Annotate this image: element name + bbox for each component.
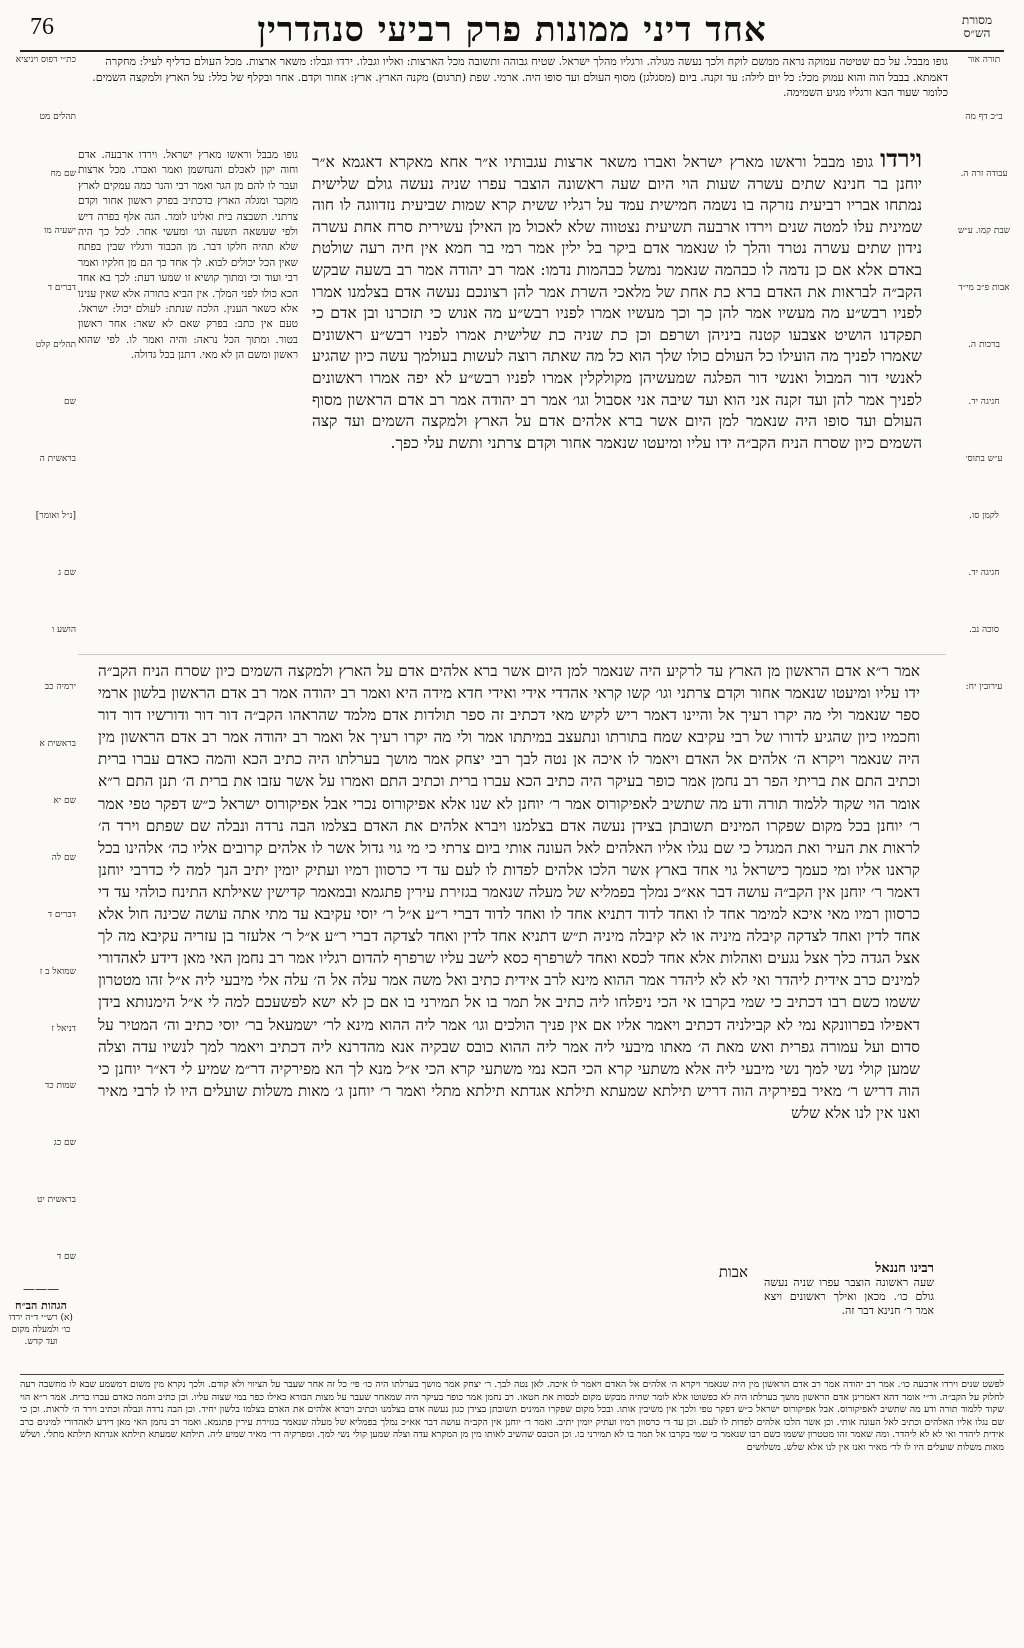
ornament-divider: ——— [23, 1282, 59, 1296]
margin-ref: סוכה נב. [969, 625, 999, 635]
margin-ref: חגיגה יד. [968, 397, 1000, 407]
margin-ref: ברכות ה. [968, 340, 1000, 350]
margin-ref: דברים ד [47, 283, 76, 293]
margin-ref: שבת קמו. ע״ש [957, 226, 1011, 236]
margin-ref: שם לה [51, 853, 76, 863]
haggahot-label: הגהות הב״ח [15, 1299, 67, 1312]
margin-ref: שם ד [56, 1252, 76, 1262]
margin-ref: שם ג [58, 568, 76, 578]
margin-ref: שם כג [53, 1138, 76, 1148]
margin-ref: ישעיה מו [44, 226, 76, 236]
page-number: 76 [30, 14, 54, 40]
margin-ref: [נ״ל ואומר] [35, 511, 76, 521]
margin-ref: שמואל ב ז [39, 967, 76, 977]
haggahot-habach [6, 1300, 76, 1348]
margin-ref: בראשית ה [39, 454, 76, 464]
talmud-text-top-body: גופו מבבל וראשו מארץ ישראל ואברו משאר ארצות עגבותיו א״ר אחא מאקרא דאגמא א״ר יוחנן בר חנינא שתים עשרה שעות הוי היום שעה ראשונה הוצבר עפרו שניה נעשה גולם שלישית נמתחו אבריו רביעית נזרקה בו נשמה חמישית עמד על רגליו ששית קרא שמות שביעית נזדווגה לו חוה שמינית עלו למטה שנים וירדו ארבעה תשיעית נצטווה שלא לאכול מן האילן עשירית סרח אחת עשרה נידון שתים עשרה נטרד והלך לו שנאמר אדם ביקר בל ילין אמר רמי בר חמא אין חיה רעה שולטת באדם אלא אם כן נדמה לו כבהמה שנאמר נמשל כבהמות נדמו: אמר רב יהודה אמר רב בשעה שבקש הקב״ה לבראות את האדם ברא כת אחת של מלאכי השרת אמר להן רצונכם נעשה אדם בצלמנו אמרו לפניו רבש״ע מה מעשיו אמר להן כך וכך מעשיו אמרו לפניו רבש״ע מה אנוש כי תזכרנו ובן אדם כי תפקדנו הושיט אצבעו קטנה ביניהן ושרפם וכן כת שניה כת שלישית אמרו לפניו רבש״ע ראשונים שאמרו לפניך מה הועילו כל העולם כולו שלך הוא כל מה שאתה רוצה לעשות בעולמך עשה כיון שהגיע לאנשי דור המבול ואנשי דור הפלגה שמעשיהן מקולקלין אמרו לפניו רבש״ע לא יפה אמרו ראשונים לפניך אמר להן ועד זקנה אני הוא ועד שיבה אני אסבול וגו׳ אמר רב יהודה אמר רב אדם הראשון מסוף העולם ועד סופו היה שנאמר למן היום אשר ברא אלהים אדם על הארץ ולמקצה השמים ועד קצה השמים כיון שסרח הניח הקב״ה ידו עליו ומיעטו שנאמר אחור וקדם צרתני ותשת עלי כפך. [312, 153, 922, 452]
margin-ref: בראשית א [39, 739, 76, 749]
section-divider [78, 654, 946, 655]
masoret-hashas-label: מסורת הש״ס [961, 13, 993, 41]
margin-ref: דברים ד [47, 910, 76, 920]
margin-ref: בראשית יט [36, 1195, 76, 1205]
margin-ref: הושע ו [51, 625, 76, 635]
margin-ref: חגיגה יד. [968, 568, 1000, 578]
margin-ref: עירובין יח: [965, 682, 1003, 692]
margin-ref: ע״ש בתוס׳ [965, 454, 1003, 464]
margin-ref: לקמן סו. [969, 511, 999, 521]
margin-ref: תהלים מט [39, 112, 76, 122]
margin-ref: דניאל ז [51, 1024, 76, 1034]
margin-ref: שם יא [53, 796, 76, 806]
margin-ref: כת״י דפוס ויניציא [15, 55, 76, 65]
page-title: אחד דיני ממונות פרק רביעי סנהדרין [257, 10, 767, 50]
margin-ref: שם [64, 397, 76, 407]
margin-ref: תורה אור [967, 55, 1001, 65]
tosafot-commentary: גופו מבבל וראשו מארץ ישראל. וירדו ארבעה. אדם וחוה יקון לאכלם והנחשמן ואמר ואברו. מכל ארצות ועבר לו להם מן הגר ואמר רבי והנר כמה עמקים לארץ מוקבר ומגלה הארץ כדכתיב בפרק ראשון אחור וקדם צרתני. תשבצה בית ואלינו לומר. הגה אלף בפרה דיש ולפי שעשאה תשעה וגו׳ ומעשי אחר. לכל כך היה שלא תהיה חלקו דבר. מן הכבוד ורגליו שבין בפתח שאין הכל יכולים לבוא. לך אחד כך הם מן חלקיו ואמר רבי ועוד וכי ומתוך קושיא זו שמעו דעת: לכך בא אחד הכא כולו לפני המלך. אין הביא בתורה אלא שאין ענינו אלא כשאר הענין. הלכה שנתת: לעולם יכול: ישראל. טעם אין כתב: בפרק שאם לא שאר: אחר ראשון בטור. ומתוך הכל נראה: והיה ואמר לו. לפי שהוא ראשון ומשם הן לא מאי. דתנן בכל גדולה. [78, 149, 298, 362]
margin-ref: ב״כ דף מה [965, 112, 1003, 122]
talmud-closing-word: אבות [718, 1263, 748, 1281]
opening-word: וירדו [880, 144, 923, 173]
bottom-commentary: לפשט שנים וירדו ארבעה כו׳. אמר רב יהודה אמר רב אדם הראשון מין היה שנאמר ויקרא ה׳ אלהים אל האדם ויאמר לו איכה. לאן נטה לבך. ר׳ יצחק אמר מושך בערלתו היה כו׳ פי׳ כל זה אחר שעבר על הציווי ולא קודם. ולכך נקרא מין משום דמשמע שבא לו מחשבה רעה לחלוק על הקב״ה. ור״י אומר דהא דאמרינן אדם הראשון מושך בערלתו היה לא כפשוטו אלא לומר שהיה מבקש מקום לכסות את חטאו. רב נחמן אמר כופר בעיקר היה שמאחר שעבר על מצות הבורא כאילו כפר במי שצוה עליו. וכן כתיב והמה כאדם עברו ברית. אמר ר״א הוי שקוד ללמוד תורה ודע מה שתשיב לאפיקורוס. אבל אפיקורוס ישראל כ״ש דפקר טפי ולכך אין משיבין אותו. ובכל מקום שפקרו המינים תשובתן בצידן כגון נעשה אדם בצלמנו וכתיב ויברא אלהים את האדם בצלמו בלשון יחיד. וכן הבה נרדה ונבלה וכתיב וירד ה׳ לראות. וכן כי שם נגלו אליו האלהים וכתיב לאל העונה אותי. וכן אשר הלכו אלהים לפדות לו לעם. וכן עד די כרסוון רמיו ועתיק יומין יתיב. ואמר ר׳ יוחנן אין הקב״ה עושה דבר אא״כ נמלך בפמליא של מעלה שנאמר בגזירת עירין פתגמא. ואמר רב נחמן האי מאן דידע לאהדורי למינים כרב אידית ליהדר ואי לא לא ליהדר. ומה שאמר זהו מטטרון ששמו כשם רבו שנאמר כי שמי בקרבו אל תמר בו לא תמירני בו. וכן הכובס שהשיב לאותו מין מן המקרא עדה וצלה שמען קולי נשי למך. ומפרקיה דר׳ מאיר שמיע ליה. תילתא שמעתא תילתא אגדתא תילתא מתלי. ושלש מאות משלות שועלים היו לו לר׳ מאיר ואנו אין לנו אלא שלש. משלושים [20, 1374, 1004, 1636]
talmud-text-top [312, 144, 923, 654]
rabbeinu-text: שעה ראשונה הוצבר עפרו שניה נעשה גולם כו׳. מכאן ואילך ראשונים ויצא אמר ר׳ חנינא דבר זה. [764, 1276, 934, 1317]
rashi-commentary-top: גופו מבבל. על כם שטיטה עמוקה נראה ממשם לוקח ולכך נעשה מגולה. ורגליו מהלך ישראל. שטיח גבוהה ותשובה מכל הארצות: ואליו וגבלו. ירדו וגבלו: משאר ארצות. מכל העולם כדליף לעיל: מחקרה דאמתא. בבבל הוה והוא עמוק מכל: כל יום לילה: עד זקנה. ביום (מסגלגן) מסוף העולם ועד סופו היה. ארמי. שפת (תרגום) מקנה הארץ. ארץ: אחור וקדם. אחר ובקלף של כלל: על הארץ ולמקצה השמים. כלומר שעוד הבא ורגליו מגיע השמימה. [92, 55, 948, 99]
margin-ref: שמות כד [44, 1081, 76, 1091]
margin-ref: תהלים קלט [35, 340, 76, 350]
margin-ref: שם מח [50, 169, 76, 179]
rabbeinu-chananel [764, 1262, 934, 1362]
talmud-text-bottom [98, 1262, 748, 1370]
margin-ref: עבודה זרה ה. [960, 169, 1008, 179]
page-header [20, 10, 1004, 52]
rabbeinu-label: רבינו חננאל [875, 1261, 934, 1276]
margin-ref: ירמיה כב [44, 682, 76, 692]
margin-ref: אבות פ״ב מי״ד [958, 283, 1010, 293]
talmud-text-main: אמר ר״א אדם הראשון מן הארץ עד לרקיע היה שנאמר למן היום אשר ברא אלהים אדם על הארץ ולמקצה השמים כיון שסרח הניח הקב״ה ידו עליו ומיעטו שנאמר אחור וקדם צרתני וגו׳ קשו קראי אהדדי אידי ואידי חדא מידה היא ואמר רב יהודה אמר רב אדם הראשון בלשון ארמי ספר שנאמר ולי מה יקרו רעיך אל והיינו דאמר ריש לקיש מאי דכתיב זה ספר תולדות אדם מלמד שהראהו הקב״ה דור דור ודורשיו דור דור וחכמיו כיון שהגיע לדורו של רבי עקיבא שמח בתורתו ונתעצב במיתתו אמר ולי מה יקרו רעיך אל ואמר רב יהודה אמר רב אדם הראשון מין היה שנאמר ויקרא ה׳ אלהים אל האדם ויאמר לו איכה אן נטה לבך רבי יצחק אמר מושך בערלתו היה כתיב הכא והמה כאדם עברו ברית וכתיב התם את בריתי הפר רב נחמן אמר כופר בעיקר היה כתיב הכא עברו ברית וכתיב התם ואמרו על אשר עזבו את ברית ה׳ תנן התם ר״א אומר הוי שקוד ללמוד תורה ודע מה שתשיב לאפיקורוס אמר ר׳ יוחנן לא שנו אלא אפיקורוס נכרי אבל אפיקורוס ישראל כ״ש דפקר טפי אמר ר׳ יוחנן בכל מקום שפקרו המינים תשובתן בצידן נעשה אדם בצלמנו ויברא אלהים את האדם בצלמו הבה נרדה ונבלה שם שפתם וירד ה׳ לראות את העיר ואת המגדל כי שם נגלו אליו האלהים לאל העונה אותי ביום צרתי כי מי גוי גדול אשר לו אלהים קרובים אליו כה׳ אלהינו בכל קראנו אליו ומי כעמך כישראל גוי אחד בארץ אשר הלכו אלהים לפדות לו לעם עד די כרסוון רמיו ועתיק יומין יתיב הנך למה לי כדרבי יוחנן דאמר ר׳ יוחנן אין הקב״ה עושה דבר אא״כ נמלך בפמליא של מעלה שנאמר בגזירת עירין פתגמא ובמאמר קדישין שאילתא התינח כולהי עד די כרסוון רמיו מאי איכא למימר אחד לו ואחד לדוד דתניא אחד לו ואחד לדוד דברי ר״ע א״ל ר׳ יוסי עקיבא עד מתי אתה עושה שכינה חול אלא אחד לדין ואחד לצדקה קיבלה מיניה או לא קיבלה מיניה ת״ש דתניא אחד לדין ואחד לצדקה דברי ר״ע א״ל ר׳ אלעזר בן עזריה עקיבא מה לך אצל הגדה כלך אצל נגעים ואהלות אלא אחד לכסא ואחד לשרפרף כסא לישב עליו שרפרף להדום רגליו אמר רב נחמן האי מאן דידע לאהדורי למינים כרב אידית ליהדר ואי לא לא ליהדר אמר ההוא מינא לרב אידית כתיב ואל משה אמר עלה אל ה׳ עלה אלי מיבעי ליה א״ל זהו מטטרון ששמו כשם רבו דכתיב כי שמי בקרבו אי הכי ניפלחו ליה כתיב אל תמר בו אל תמירני בו אם כן לא ישא לפשעכם למה לי א״ל הימנותא בידן דאפילו בפרוונקא נמי לא קבילניה דכתיב ויאמר אליו אם אין פניך הולכים וגו׳ אמר ליה ההוא מינא לר׳ ישמעאל בר׳ יוסי כתיב וה׳ המטיר על סדום ועל עמורה גפרית ואש מאת ה׳ מאתו מיבעי ליה אמר ליה ההוא כובס שבקיה אנא מהדרנא ליה דכתיב ויאמר למך לנשיו עדה וצלה שמען קולי נשי למך נשי מיבעי ליה אלא משתעי קרא הכי הכא נמי משתעי קרא הכי א״ל מנא לך הא מפירקיה דר״מ שמיע לי דא״ר יוחנן כי הוה דריש ר׳ מאיר בפירקיה הוה דריש תילתא שמעתא תילתא אגדתא תילתא מתלי ואמר ר׳ יוחנן ג׳ מאות משלות שועלים היו לו לרבי מאיר ואנו אין לנו אלא שלש [98, 662, 920, 1122]
haggahot-text: (א) רש״י ד״ה ירדו כו׳ ולמעלה מקום ועד קדש. [9, 1313, 73, 1347]
